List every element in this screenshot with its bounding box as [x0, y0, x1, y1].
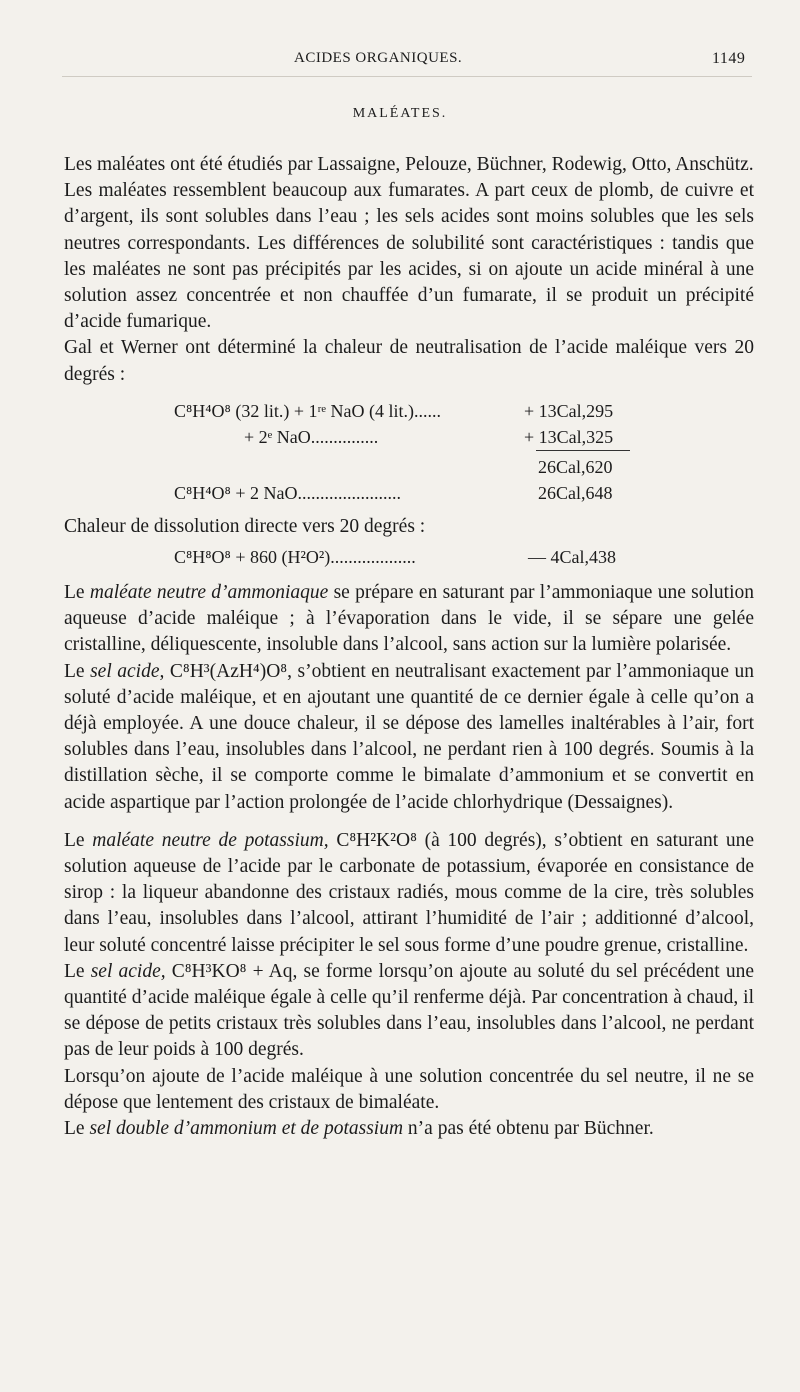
equation-sum: 26Cal,620	[538, 456, 613, 477]
paragraph-double-salt	[64, 1116, 754, 1142]
compound-name: maléate neutre de potassium,	[92, 829, 329, 851]
text-run: Le	[64, 582, 90, 604]
equation-right: + 13Cal,295	[524, 400, 614, 421]
equation-sum-row	[64, 450, 754, 476]
neutralisation-equations	[64, 398, 754, 506]
text-run: se prépare en saturant par l’ammoniaque une solution aqueuse d’acide maléique ; à l’évaporation dans le vide, il se sépare une gelée cristalline, déliquescente, insoluble dans l’alcool, sans action sur la lumière polarisée.	[64, 582, 754, 656]
text-run: Le	[64, 1118, 90, 1140]
compound-name: sel acide,	[90, 960, 166, 982]
paragraph-dissolution: Chaleur de dissolution directe vers 20 degrés :	[64, 515, 426, 537]
text-run: Le	[64, 660, 91, 682]
equation-row	[64, 480, 754, 506]
sum-rule	[536, 450, 630, 451]
text-run: s’obtient en neutralisant exactement par l’ammoniaque un soluté d’acide maléique, et en ajoutant une quantité de ce dernier égale à celle qu’on a déjà employée. A une douce chaleur, il se dépose des lamelles inaltérables à l’air, fort solubles dans l’eau, insolubles dans l’alcool, ne perdant rien à 100 degrés. Soumis à la distillation sèche, il se comporte comme le bimalate d’ammonium et se convertit en acide aspartique par l’action prolongée de l’acide chlorhydrique (Dessaignes).	[64, 660, 755, 813]
running-header	[0, 44, 800, 72]
text-run: se forme lorsqu’on ajoute au soluté du sel précédent une quantité d’acide maléique égale à celle qu’il renferme déjà. Par concentration à chaud, il se dépose de petits cristaux très solubles dans l’eau, insolubles dans l’alcool, ne perdant pas de leur poids à 100 degrés.	[64, 960, 754, 1061]
paragraph-potassium-acid	[64, 959, 754, 1064]
running-title: ACIDES ORGANIQUES.	[294, 50, 463, 66]
paragraph-bimaleate: Lorsqu’on ajoute de l’acide maléique à une solution concentrée du sel neutre, il ne se dépose que lentement des cristaux de bimaléate.	[64, 1065, 754, 1113]
formula: C⁸H³KO⁸ + Aq,	[171, 960, 298, 982]
compound-name: sel acide,	[90, 660, 165, 682]
section-title: MALÉATES.	[352, 106, 448, 121]
equation-row	[64, 544, 754, 570]
formula: C⁸H²K²O⁸	[336, 829, 417, 851]
dissolution-equation	[64, 544, 754, 570]
page-number: 1149	[712, 50, 746, 67]
text-run: Le	[64, 829, 93, 851]
paragraph-ammonium-acid	[64, 659, 754, 816]
equation-row	[64, 424, 754, 450]
text-run: Le	[64, 960, 91, 982]
paragraph-neutralisation: Gal et Werner ont déterminé la chaleur de neutralisation de l’acide maléique vers 20 degrés :	[64, 337, 754, 385]
paragraph-properties: Les maléates ressemblent beaucoup aux fumarates. A part ceux de plomb, de cuivre et d’argent, ils sont solubles dans l’eau ; les sels acides sont moins solubles que les sels neutres correspondants. Les différences de solubilité sont caractéristiques : tandis que les maléates ne sont pas précipités par les acides, si on ajoute un acide minéral à une solution assez concentrée et non chauffée d’un fumarate, il se produit un précipité d’acide fumarique.	[64, 180, 754, 333]
equation-row	[64, 398, 754, 424]
body-text	[64, 152, 754, 1142]
text-run: n’a pas été obtenu par Büchner.	[403, 1118, 654, 1140]
paragraph-ammonium-neutral	[64, 580, 754, 659]
equation-left: C⁸H⁴O⁸ + 2 NaO.......................	[174, 482, 401, 503]
compound-name: sel double d’ammonium et de potassium	[89, 1118, 404, 1140]
equation-right: — 4Cal,438	[528, 547, 616, 568]
paragraph-potassium-neutral	[64, 828, 754, 959]
paragraph-authors: Les maléates ont été étudiés par Lassaigne, Pelouze, Büchner, Rodewig, Otto, Anschütz.	[64, 154, 754, 175]
equation-left: C⁸H⁴O⁸ (32 lit.) + 1ʳᵉ NaO (4 lit.)......	[174, 400, 441, 421]
equation-left: + 2ᵉ NaO...............	[244, 426, 379, 447]
formula: C⁸H³(AzH⁴)O⁸,	[169, 660, 292, 682]
header-rule	[62, 76, 752, 77]
compound-name: maléate neutre d’ammoniaque	[89, 582, 329, 604]
equation-right: 26Cal,648	[538, 482, 613, 503]
equation-left: C⁸H⁸O⁸ + 860 (H²O²)...................	[174, 547, 416, 568]
equation-right: + 13Cal,325	[524, 426, 614, 447]
text-run: (à 100 degrés), s’obtient en saturant une solution aqueuse de l’acide par le carbonate de potassium, évaporée en consistance de sirop : la liqueur abandonne des cristaux radiés, mous comme de la cire, très solubles dans l’eau, insolubles dans l’alcool, attirant l’humidité de l’air ; additionné d’alcool, leur soluté concentré laisse précipiter le sel sous forme d’une poudre grenue, cristalline.	[64, 829, 755, 956]
